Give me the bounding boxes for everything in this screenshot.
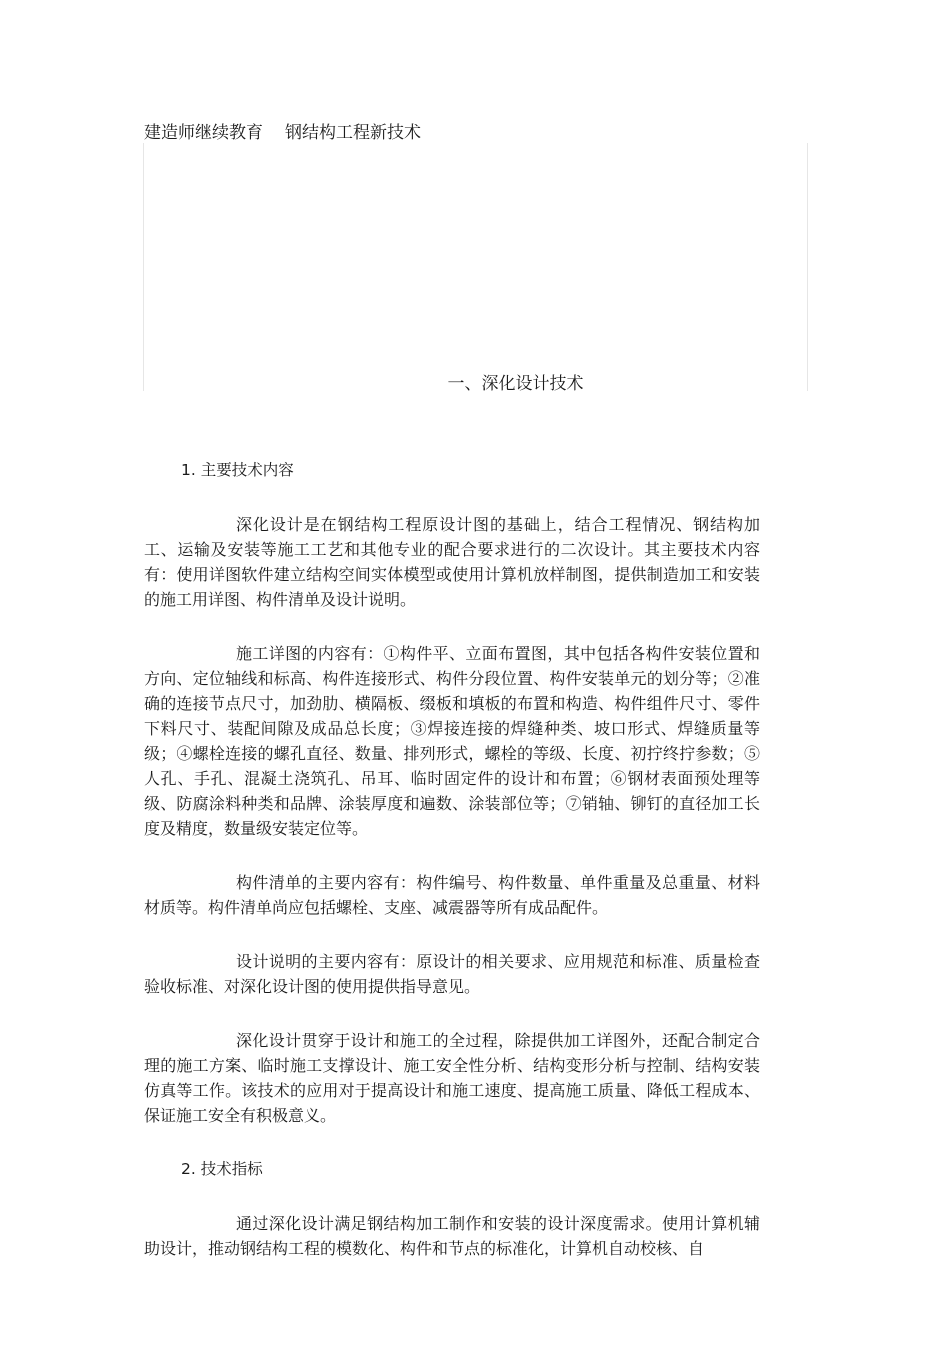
paragraph: 通过深化设计满足钢结构加工制作和安装的设计深度需求。使用计算机辅助设计，推动钢结构工程的模数化、构件和节点的标准化，计算机自动校核、自: [144, 1214, 760, 1258]
subsection-heading-2: 2. 技术指标: [181, 1160, 263, 1178]
paragraph: 施工详图的内容有：①构件平、立面布置图，其中包括各构件安装位置和方向、定位轴线和标高、构件连接形式、构件分段位置、构件安装单元的划分等；②准确的连接节点尺寸，加劲肋、横隔板、缀板和填板的布置和构造、构件组件尺寸、零件下料尺寸、装配间隙及成品总长度；③焊接连接的焊缝种类、坡口形式、焊缝质量等级；④螺栓连接的螺孔直径、数量、排列形式，螺栓的等级、长度、初拧终拧参数；⑤人孔、手孔、混凝土浇筑孔、吊耳、临时固定件的设计和布置；⑥钢材表面预处理等级、防腐涂料种类和品牌、涂装厚度和遍数、涂装部位等；⑦销轴、铆钉的直径加工长度及精度，数量级安装定位等。: [144, 644, 760, 838]
header-course: 建造师继续教育: [144, 123, 263, 143]
document-header: [144, 118, 421, 143]
section-title: 一、深化设计技术: [447, 374, 584, 394]
title-frame: [143, 143, 808, 394]
paragraph: 深化设计是在钢结构工程原设计图的基础上，结合工程情况、钢结构加工、运输及安装等施工工艺和其他专业的配合要求进行的二次设计。其主要技术内容有：使用详图软件建立结构空间实体模型或使用计算机放样制图，提供制造加工和安装的施工用详图、构件清单及设计说明。: [144, 515, 760, 609]
document-body: [144, 458, 760, 1290]
paragraph: 设计说明的主要内容有：原设计的相关要求、应用规范和标准、质量检查验收标准、对深化设计图的使用提供指导意见。: [144, 952, 760, 996]
paragraph: 构件清单的主要内容有：构件编号、构件数量、单件重量及总重量、材料材质等。构件清单尚应包括螺栓、支座、减震器等所有成品配件。: [144, 873, 760, 917]
paragraph: 深化设计贯穿于设计和施工的全过程，除提供加工详图外，还配合制定合理的施工方案、临时施工支撑设计、施工安全性分析、结构变形分析与控制、结构安装仿真等工作。该技术的应用对于提高设计和施工速度、提高施工质量、降低工程成本、保证施工安全有积极意义。: [144, 1031, 760, 1125]
subsection-heading-1: 1. 主要技术内容: [181, 461, 294, 479]
header-topic: 钢结构工程新技术: [285, 123, 421, 143]
